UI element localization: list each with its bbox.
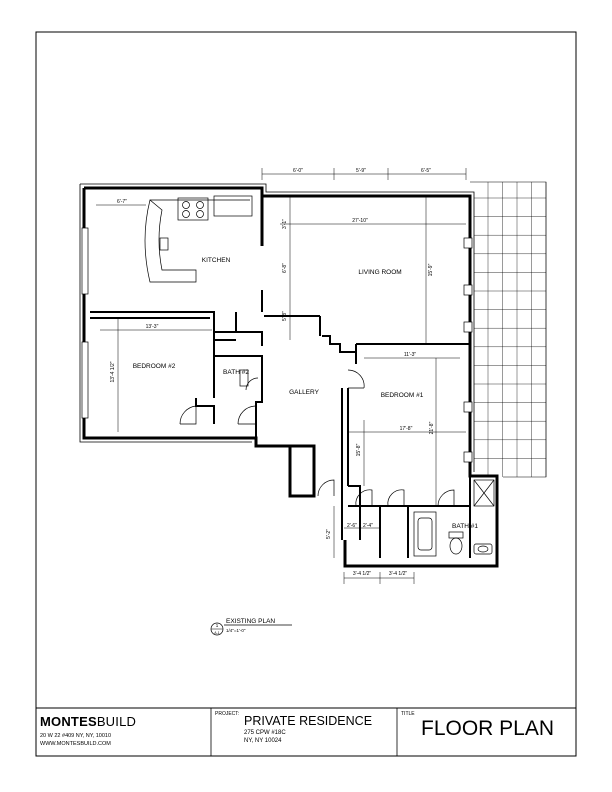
dim-closet-depth: 5'-2" bbox=[326, 529, 332, 539]
firm-name-bold: MONTES bbox=[40, 714, 97, 729]
title-label: TITLE bbox=[401, 711, 415, 717]
dim-kitchen-counter: 6'-7" bbox=[117, 199, 127, 205]
label-bath-2: BATH #2 bbox=[223, 369, 249, 376]
dim-closet-left: 2'-6" bbox=[347, 523, 357, 529]
label-kitchen: KITCHEN bbox=[201, 257, 231, 264]
project-address-line1: 275 CPW #18C bbox=[244, 730, 286, 736]
dim-top-right: 6'-5" bbox=[421, 168, 431, 174]
dim-bedroom2-height: 13'-4 1/2" bbox=[110, 361, 116, 383]
dim-living-left-upper: 3'-1" bbox=[282, 219, 288, 229]
drawing-title: EXISTING PLAN bbox=[226, 618, 276, 625]
label-bedroom-2: BEDROOM #2 bbox=[132, 363, 176, 370]
firm-address: 20 W 22 #409 NY, NY, 10010 bbox=[40, 733, 112, 739]
dim-bedroom1-height-left: 15'-8" bbox=[356, 443, 362, 457]
label-bath-1: BATH #1 bbox=[452, 523, 478, 530]
dim-bedroom1-width-upper: 11'-3" bbox=[403, 352, 417, 358]
dim-bottom-right: 3'-4 1/2" bbox=[388, 571, 408, 577]
label-bedroom-1: BEDROOM #1 bbox=[380, 392, 424, 399]
terrace-grid bbox=[470, 182, 546, 477]
label-gallery: GALLERY bbox=[289, 389, 319, 396]
dim-top-mid: 5'-9" bbox=[356, 168, 366, 174]
project-name: PRIVATE RESIDENCE bbox=[244, 714, 373, 728]
drawing-sheet-ref: A-1 bbox=[214, 631, 220, 635]
room-labels bbox=[133, 257, 479, 530]
dim-bottom-left: 3'-4 1/2" bbox=[352, 571, 372, 577]
firm-name bbox=[40, 714, 136, 729]
drawing-scale: 1/4"=1'-0" bbox=[226, 628, 246, 633]
label-living-room: LIVING ROOM bbox=[358, 269, 402, 276]
dim-closet-right: 2'-4" bbox=[363, 523, 373, 529]
dimension-labels bbox=[110, 168, 435, 577]
dim-living-width: 27'-10" bbox=[352, 218, 368, 224]
dim-bedroom1-width-lower: 17'-8" bbox=[399, 426, 413, 432]
drawing-number: 1 bbox=[215, 623, 219, 628]
project-address-line2: NY, NY 10024 bbox=[244, 738, 282, 744]
dimension-lines bbox=[96, 168, 466, 584]
kitchen-fixtures bbox=[145, 196, 252, 282]
firm-website[interactable]: WWW.MONTESBUILD.COM bbox=[40, 741, 111, 747]
firm-name-light: BUILD bbox=[96, 714, 137, 729]
dim-bedroom2-width: 13'-3" bbox=[145, 324, 159, 330]
dim-top-left: 6'-0" bbox=[293, 168, 303, 174]
project-label: PROJECT: bbox=[215, 711, 240, 717]
sheet-title: FLOOR PLAN bbox=[421, 717, 555, 740]
dim-bedroom1-height-right: 21'-8" bbox=[429, 421, 435, 435]
exterior-walls bbox=[84, 188, 497, 566]
drawing-caption bbox=[211, 618, 292, 635]
dim-living-left-lower: 5'-8" bbox=[282, 311, 288, 321]
outer-wall-line bbox=[80, 184, 474, 472]
dim-living-height: 15'-9" bbox=[428, 263, 434, 277]
dim-living-left-mid: 6'-8" bbox=[282, 263, 288, 273]
